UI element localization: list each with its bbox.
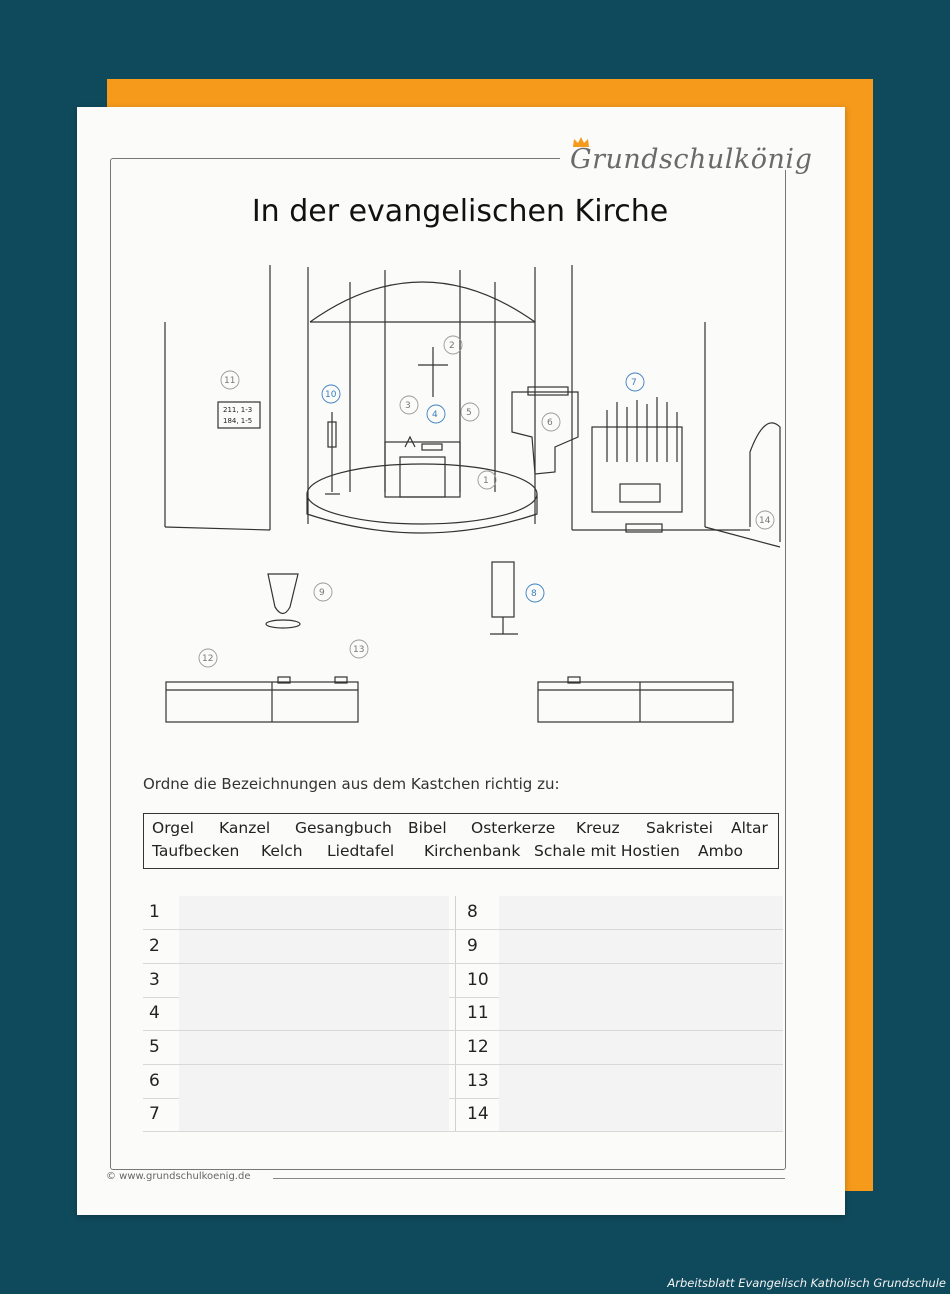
callout-13: 13 xyxy=(353,645,365,655)
word-gesangbuch: Gesangbuch xyxy=(295,819,392,837)
bible-book xyxy=(528,387,568,395)
apse-arch xyxy=(310,282,535,322)
word-ambo: Ambo xyxy=(698,842,744,860)
worksheet-title: In der evangelischen Kirche xyxy=(251,194,669,229)
word-osterkerze: Osterkerze xyxy=(471,819,556,837)
answer-field-11[interactable] xyxy=(499,997,783,1030)
answer-number: 8 xyxy=(467,902,478,922)
answer-number: 2 xyxy=(149,936,160,956)
callout-6: 6 xyxy=(547,418,553,428)
callout-1: 1 xyxy=(483,476,489,486)
answer-field-3[interactable] xyxy=(179,964,449,997)
word-bibel: Bibel xyxy=(408,819,447,837)
answer-field-4[interactable] xyxy=(179,997,449,1030)
answer-number: 12 xyxy=(467,1037,489,1057)
church-interior-illustration xyxy=(160,262,790,732)
answer-number: 13 xyxy=(467,1071,489,1091)
hymn-board-line-1: 211, 1-3 xyxy=(223,406,253,414)
pew-right xyxy=(538,682,733,722)
answer-number: 1 xyxy=(149,902,160,922)
word-liedtafel: Liedtafel xyxy=(327,842,395,860)
answer-field-5[interactable] xyxy=(179,1031,449,1064)
answer-number: 14 xyxy=(467,1104,489,1124)
footer-url: © www.grundschulkoenig.de xyxy=(106,1171,251,1182)
instruction-text: Ordne die Bezeichnungen aus dem Kastchen richtig zu: xyxy=(143,775,560,793)
organ-bench xyxy=(626,524,662,532)
baptismal-font xyxy=(268,574,298,614)
word-sakristei: Sakristei xyxy=(646,819,713,837)
callout-4: 4 xyxy=(432,410,438,420)
answer-number: 3 xyxy=(149,970,160,990)
answer-grid xyxy=(143,896,783,1132)
pulpit xyxy=(512,392,578,474)
image-caption: Arbeitsblatt Evangelisch Katholisch Grundschule xyxy=(667,1276,946,1290)
answer-field-1[interactable] xyxy=(179,896,449,929)
answer-field-13[interactable] xyxy=(499,1065,783,1098)
answer-row xyxy=(143,930,783,964)
callout-7: 7 xyxy=(631,378,637,388)
footer-rule xyxy=(273,1178,785,1179)
altar-step xyxy=(307,464,537,524)
answer-field-2[interactable] xyxy=(179,930,449,963)
word-kirchenbank: Kirchenbank xyxy=(424,842,521,860)
hymn-board-line-2: 184, 1-5 xyxy=(223,417,253,425)
answer-row xyxy=(143,1065,783,1099)
word-taufbecken: Taufbecken xyxy=(152,842,240,860)
answer-number: 4 xyxy=(149,1003,160,1023)
callout-2: 2 xyxy=(449,341,455,351)
brand-logo: Grundschulkönig xyxy=(570,144,813,175)
answer-field-7[interactable] xyxy=(179,1098,449,1131)
answer-row xyxy=(143,1031,783,1065)
answer-field-6[interactable] xyxy=(179,1065,449,1098)
callout-12: 12 xyxy=(202,654,214,664)
answer-field-8[interactable] xyxy=(499,896,783,929)
callout-11: 11 xyxy=(224,376,236,386)
word-altar: Altar xyxy=(731,819,768,837)
answer-number: 9 xyxy=(467,936,478,956)
word-kelch: Kelch xyxy=(261,842,303,860)
callout-3: 3 xyxy=(405,401,411,411)
word-kreuz: Kreuz xyxy=(576,819,620,837)
answer-row xyxy=(143,964,783,998)
ambo xyxy=(492,562,514,617)
answer-number: 7 xyxy=(149,1104,160,1124)
word-schale-mit-hostien: Schale mit Hostien xyxy=(534,842,680,860)
answer-row xyxy=(143,997,783,1031)
answer-field-14[interactable] xyxy=(499,1098,783,1131)
answer-number: 11 xyxy=(467,1003,489,1023)
answer-field-10[interactable] xyxy=(499,964,783,997)
answer-row xyxy=(143,896,783,930)
answer-row xyxy=(143,1098,783,1132)
word-kanzel: Kanzel xyxy=(219,819,271,837)
callout-5: 5 xyxy=(466,408,472,418)
answer-field-12[interactable] xyxy=(499,1031,783,1064)
callout-9: 9 xyxy=(319,588,325,598)
answer-field-9[interactable] xyxy=(499,930,783,963)
word-orgel: Orgel xyxy=(152,819,194,837)
word-bank-box xyxy=(143,813,779,869)
callout-10: 10 xyxy=(325,390,337,400)
callout-14: 14 xyxy=(759,516,771,526)
answer-number: 10 xyxy=(467,970,489,990)
answer-number: 6 xyxy=(149,1071,160,1091)
pew-left xyxy=(166,682,358,722)
answer-number: 5 xyxy=(149,1037,160,1057)
callout-8: 8 xyxy=(531,589,537,599)
